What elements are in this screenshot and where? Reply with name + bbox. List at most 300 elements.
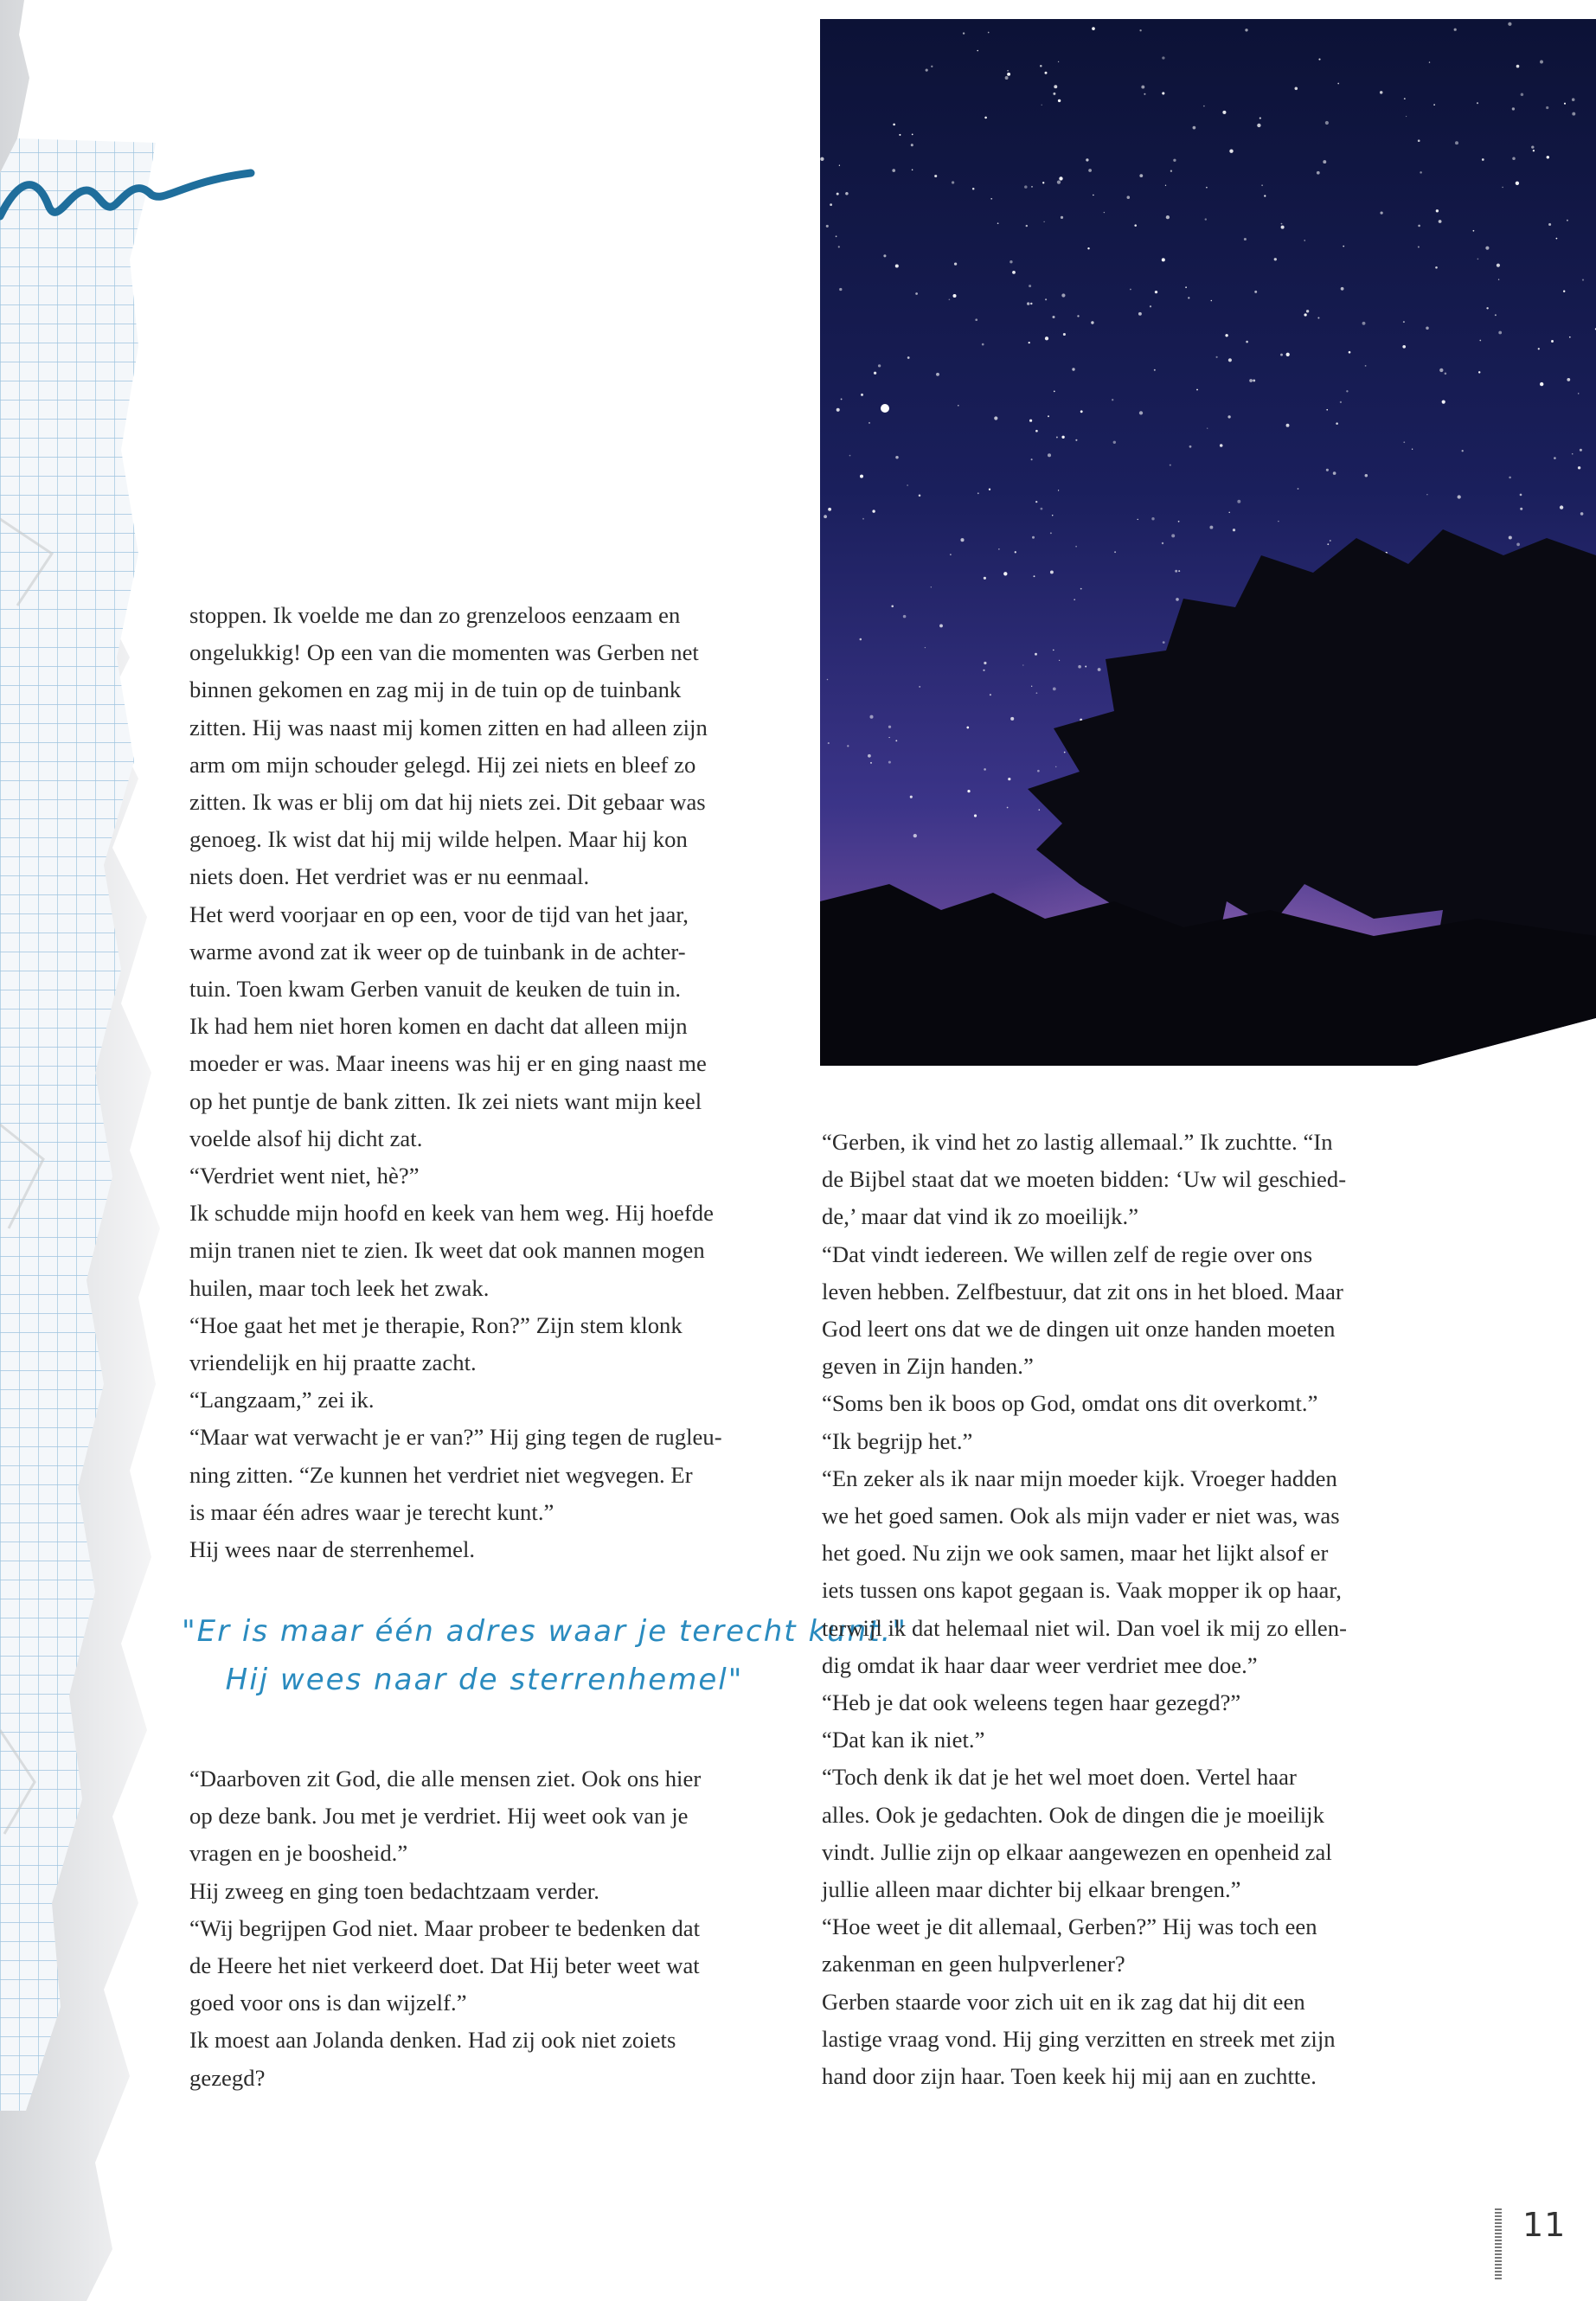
page-number-rule [1495, 2208, 1502, 2281]
star [1572, 98, 1575, 101]
star [888, 737, 889, 738]
star [1027, 302, 1029, 304]
star [1041, 508, 1043, 510]
right-line: de,’ maar dat vind ik zo moeilijk.” [822, 1203, 1139, 1230]
star [990, 198, 992, 200]
star [1429, 61, 1430, 62]
star [870, 762, 872, 764]
star [1237, 500, 1240, 503]
star [984, 117, 987, 119]
star [836, 193, 839, 195]
star [1547, 156, 1549, 158]
star [1349, 351, 1351, 354]
star [1175, 570, 1177, 573]
star [1264, 195, 1266, 196]
star [1216, 356, 1218, 358]
star [872, 510, 875, 512]
star [1580, 449, 1582, 452]
star [1433, 104, 1435, 106]
star [1048, 453, 1051, 457]
left-top-line: Het werd voorjaar en op een, voor de tijd van het jaar, [189, 901, 689, 927]
star [1253, 379, 1255, 381]
star [883, 254, 886, 257]
star [1134, 224, 1137, 227]
star [1286, 353, 1290, 356]
left-top-line: voelde alsof hij dicht zat. [189, 1125, 423, 1151]
star [1029, 285, 1031, 287]
star [907, 356, 910, 359]
star [1521, 93, 1524, 96]
star [1281, 226, 1285, 229]
star [990, 694, 991, 695]
star [1340, 401, 1342, 403]
star [1141, 86, 1144, 89]
star [975, 318, 977, 321]
star [1564, 103, 1566, 105]
star [1380, 91, 1382, 93]
star [1497, 264, 1500, 267]
star [1003, 572, 1007, 575]
star [919, 495, 921, 497]
star [830, 203, 832, 206]
star [1520, 508, 1522, 510]
star [988, 32, 990, 34]
star [1462, 450, 1464, 452]
star [1155, 291, 1157, 293]
star [1188, 297, 1189, 298]
star [1478, 371, 1480, 373]
star [1162, 258, 1165, 261]
star [1059, 176, 1062, 180]
right-line: God leert ons dat we de dingen uit onze handen moeten [822, 1316, 1336, 1343]
left-top-line: huilen, maar toch leek het zwak. [189, 1274, 490, 1301]
left-bottom-line: op deze bank. Jou met je verdriet. Hij weet ook van je [189, 1803, 689, 1830]
right-line: we het goed samen. Ook als mijn vader er niet was, was [822, 1503, 1340, 1529]
star [827, 679, 829, 681]
bright-star [881, 404, 889, 413]
star [1185, 286, 1187, 288]
star [1010, 717, 1014, 721]
star [1563, 291, 1565, 292]
right-line: lastige vraag vond. Hij ging verzitten en streek met zijn [822, 2025, 1336, 2052]
star [1222, 111, 1226, 114]
star [1048, 415, 1049, 417]
star [1495, 314, 1497, 316]
star [892, 169, 895, 172]
star [1022, 664, 1023, 665]
star [1005, 76, 1009, 80]
star [1455, 141, 1458, 144]
star [1114, 551, 1116, 553]
star [1104, 212, 1105, 213]
star [1512, 157, 1516, 160]
star [1075, 546, 1077, 548]
right-line: jullie alleen maar dichter bij elkaar brengen.” [822, 1876, 1241, 1903]
star [936, 373, 939, 376]
star [1533, 150, 1535, 151]
star [1112, 399, 1113, 401]
right-line: “Ik begrijp het.” [822, 1427, 973, 1454]
star [895, 740, 897, 741]
right-line: alles. Ook je gedachten. Ook de dingen die je moeilijk [822, 1801, 1324, 1828]
star [1326, 469, 1329, 471]
star [1454, 29, 1457, 31]
star [974, 814, 977, 817]
right-line: het goed. Nu zijn we ook samen, maar het lijkt alsof er [822, 1540, 1329, 1567]
star [1261, 184, 1263, 186]
star [925, 647, 926, 648]
star [967, 790, 970, 792]
star [1077, 315, 1079, 317]
star [931, 66, 933, 67]
star [1404, 98, 1406, 99]
right-line: “Hoe weet je dit allemaal, Gerben?” Hij was toch een [822, 1913, 1317, 1940]
star [1052, 316, 1054, 318]
star [1578, 393, 1580, 394]
star [1477, 259, 1479, 260]
star [1032, 536, 1035, 539]
star [1365, 474, 1368, 477]
star [1426, 494, 1427, 495]
right-line: terwijl ik dat helemaal niet wil. Dan voel ik mij zo ellen- [822, 1614, 1348, 1641]
star [828, 742, 830, 744]
left-top-line: zitten. Ik was er blij om dat hij niets zei. Dit gebaar was [189, 789, 706, 816]
star [1560, 505, 1563, 509]
star [911, 144, 913, 146]
right-line: hand door zijn haar. Toen keek hij mij aan en zuchtte. [822, 2063, 1317, 2090]
pull-quote-line-2: Hij wees naar de sterrenhemel" [225, 1663, 744, 1697]
left-top-line: arm om mijn schouder gelegd. Hij zei niets en bleef zo [189, 751, 696, 778]
star [997, 222, 999, 224]
star [1245, 29, 1247, 31]
star [1546, 106, 1548, 109]
star [1229, 150, 1233, 153]
star [1031, 686, 1032, 687]
star [1078, 665, 1081, 669]
star [1540, 61, 1543, 64]
star [1040, 65, 1042, 67]
right-line: “Gerben, ik vind het zo lastig allemaal.” Ik zuchtte. “In [822, 1129, 1333, 1155]
star [1151, 517, 1154, 520]
star [1209, 526, 1213, 529]
star [1509, 477, 1511, 479]
star [950, 554, 952, 555]
star [1211, 300, 1213, 302]
star [1150, 305, 1151, 307]
star [1317, 171, 1320, 175]
star [1205, 218, 1207, 220]
star [1548, 223, 1551, 226]
star [1445, 373, 1447, 375]
star [1034, 575, 1035, 577]
star [1035, 430, 1038, 433]
star [1045, 336, 1048, 340]
star [1189, 445, 1192, 448]
star [862, 518, 864, 520]
right-line: vindt. Jullie zijn op elkaar aangewezen en openheid zal [822, 1838, 1332, 1865]
star [1091, 321, 1093, 324]
right-line: “Toch denk ik dat je het wel moet doen. Vertel haar [822, 1764, 1297, 1791]
star [1064, 752, 1066, 753]
star [1010, 260, 1012, 263]
star [1029, 342, 1030, 343]
star [1075, 439, 1077, 441]
star [977, 50, 978, 52]
right-line: geven in Zijn handen.” [822, 1353, 1034, 1380]
right-line: “Soms ben ik boos op God, omdat ons dit overkomt.” [822, 1390, 1318, 1417]
star [1029, 420, 1032, 422]
star [915, 292, 918, 295]
star [1418, 139, 1420, 142]
star [1244, 238, 1247, 240]
star [1030, 303, 1032, 304]
star [1042, 182, 1044, 183]
star [1516, 65, 1520, 68]
star [1056, 437, 1058, 439]
left-bottom-line: Ik moest aan Jolanda denken. Had zij ook niet zoiets [189, 2027, 676, 2054]
star [1012, 271, 1016, 274]
star [1333, 471, 1336, 475]
star [1318, 59, 1320, 61]
left-top-line: warme avond zat ik weer op de tuinbank in de achter- [189, 938, 686, 965]
star [1035, 501, 1037, 503]
star [1058, 61, 1059, 62]
star [1087, 247, 1089, 249]
right-line: dig omdat ik haar daar weer verdriet mee doe.” [822, 1651, 1258, 1678]
star [1286, 424, 1290, 427]
star [1473, 230, 1475, 232]
star [1274, 258, 1277, 260]
star [1556, 238, 1558, 240]
star [1512, 107, 1515, 110]
star [1008, 778, 1010, 780]
star [939, 624, 943, 627]
star [972, 188, 975, 190]
star [984, 768, 986, 771]
star [1498, 331, 1502, 335]
star [1092, 27, 1095, 30]
star [1061, 436, 1064, 439]
right-line: “Heb je dat ook weleens tegen haar gezegd?” [822, 1689, 1241, 1716]
star [1326, 409, 1328, 411]
star [891, 606, 894, 608]
star [1061, 293, 1065, 297]
star [910, 796, 913, 798]
star [899, 134, 901, 136]
star [1477, 102, 1478, 104]
star [895, 456, 898, 458]
star [1325, 121, 1329, 125]
star [1362, 322, 1366, 325]
star [1127, 195, 1131, 199]
star [934, 175, 937, 177]
left-top-line: Ik schudde mijn hoofd en keek van hem weg. Hij hoefde [189, 1200, 715, 1227]
star [1246, 341, 1248, 343]
star [1254, 291, 1257, 293]
star [952, 294, 956, 298]
starry-night-sky-photo [820, 19, 1596, 1066]
star [1426, 327, 1429, 330]
star [1086, 158, 1088, 161]
star [983, 670, 984, 671]
right-line: iets tussen ons kapot gegaan is. Vaak mopper ik op haar, [822, 1577, 1342, 1604]
star [1058, 99, 1061, 102]
star [1317, 317, 1319, 318]
star [861, 394, 863, 396]
left-top-line: binnen gekomen en zag mij in de tuin op de tuinbank [189, 676, 682, 703]
star [1337, 83, 1339, 85]
star [839, 165, 840, 166]
star [1420, 171, 1422, 174]
star [1418, 225, 1420, 228]
left-bottom-line: “Daarboven zit God, die alle mensen ziet. Ook ons hier [189, 1766, 702, 1791]
star [1380, 211, 1382, 214]
star [1037, 770, 1040, 772]
page-number: 11 [1522, 2206, 1567, 2244]
left-top-line: niets doen. Het verdriet was er nu eenmaal. [189, 863, 590, 890]
star [1479, 340, 1481, 342]
star [1206, 187, 1208, 189]
star [1572, 112, 1575, 116]
star [1207, 427, 1208, 428]
star [1088, 169, 1092, 172]
left-top-line: zitten. Hij was naast mij komen zitten en had alleen zijn [189, 714, 708, 740]
star [926, 69, 928, 72]
left-top-line: vriendelijk en hij praatte zacht. [189, 1349, 477, 1376]
left-top-line: moeder er was. Maar ineens was hij er en ging naast me [189, 1050, 707, 1077]
star [1007, 73, 1010, 76]
star [989, 489, 990, 490]
star [998, 548, 999, 549]
star [878, 364, 881, 367]
star [1178, 570, 1180, 572]
star [1554, 457, 1556, 459]
pull-quote [182, 1607, 908, 1704]
star [836, 235, 837, 237]
star [869, 422, 870, 424]
star [1220, 444, 1223, 447]
star [820, 157, 824, 161]
star [1053, 93, 1055, 95]
star [1402, 345, 1406, 349]
star [958, 405, 959, 407]
left-bottom-line: goed voor ons is dan wijzelf.” [189, 1990, 467, 2016]
star [1138, 312, 1142, 316]
star [1458, 495, 1461, 498]
star [1330, 540, 1331, 542]
star [1578, 466, 1580, 469]
left-top-line: “Hoe gaat het met je therapie, Ron?” Zijn stem klonk [189, 1311, 683, 1338]
left-top-line: genoeg. Ik wist dat hij mij wilde helpen. Maar hij kon [189, 826, 688, 853]
star [868, 754, 871, 758]
star [1203, 106, 1205, 107]
star [1139, 411, 1143, 414]
left-top-line: op het puntje de bank zitten. Ik zei niets want mijn keel [189, 1087, 702, 1114]
star [1054, 391, 1055, 393]
left-top-line: tuin. Toen kwam Gerben vanuit de keuken de tuin in. [189, 976, 682, 1003]
star [1520, 494, 1522, 497]
star [1193, 126, 1196, 130]
left-top-line: “Langzaam,” zei ik. [189, 1387, 375, 1413]
star [1080, 588, 1082, 590]
right-line: “Dat kan ik niet.” [822, 1727, 985, 1753]
star [1035, 653, 1037, 656]
right-line: Gerben staarde voor zich uit en ik zag dat hij dit een [822, 1988, 1305, 2015]
star [1516, 543, 1520, 547]
star [1165, 185, 1166, 186]
torn-paper-decoration [0, 0, 173, 2301]
star [1567, 378, 1570, 381]
star [1015, 551, 1016, 553]
star [841, 398, 843, 400]
star [1080, 410, 1083, 413]
star [860, 475, 863, 478]
left-top-line: “Maar wat verwacht je er van?” Hij ging tegen de rugleu- [189, 1424, 722, 1451]
star [1050, 570, 1054, 574]
star [1540, 382, 1543, 386]
left-top-line: stoppen. Ik voelde me dan zo grenzeloos eenzaam en [189, 602, 681, 628]
star [1403, 441, 1405, 443]
star [1166, 215, 1170, 219]
wave-squiggle-icon [0, 156, 260, 234]
star [966, 727, 969, 729]
star [1072, 368, 1074, 370]
star [1007, 70, 1009, 72]
left-top-line: mijn tranen niet te zien. Ik weet dat ook mannen mogen [189, 1237, 705, 1264]
star [1053, 650, 1054, 651]
star [1170, 465, 1171, 466]
star [1045, 298, 1047, 300]
star [838, 246, 840, 247]
star [1055, 766, 1057, 768]
star [1154, 369, 1156, 371]
star [1551, 340, 1554, 343]
star [1059, 660, 1060, 661]
star [1061, 216, 1063, 219]
star [1162, 542, 1163, 544]
star [931, 586, 932, 587]
star [903, 615, 907, 619]
star [874, 372, 876, 375]
star [984, 662, 986, 664]
star [1572, 453, 1574, 455]
star [913, 834, 917, 837]
star [912, 134, 913, 136]
star [960, 538, 964, 542]
star [1435, 266, 1438, 269]
star [982, 343, 984, 346]
star [1439, 220, 1442, 223]
star [1580, 512, 1584, 516]
star [1403, 321, 1405, 323]
left-top-line: is maar één adres waar je terecht kunt.” [189, 1498, 554, 1525]
star [1063, 333, 1066, 336]
star [1178, 521, 1180, 522]
star [1341, 287, 1344, 291]
star [888, 726, 891, 728]
star [952, 181, 954, 183]
star [1406, 116, 1407, 117]
star [1024, 185, 1028, 189]
right-line: de Bijbel staat dat we moeten bidden: ‘Uw wil geschied- [822, 1166, 1347, 1193]
star [839, 288, 842, 291]
star [1485, 247, 1489, 250]
star [1144, 93, 1145, 95]
star [1054, 85, 1057, 88]
star [869, 715, 873, 719]
star [919, 686, 920, 688]
star [1233, 529, 1235, 531]
